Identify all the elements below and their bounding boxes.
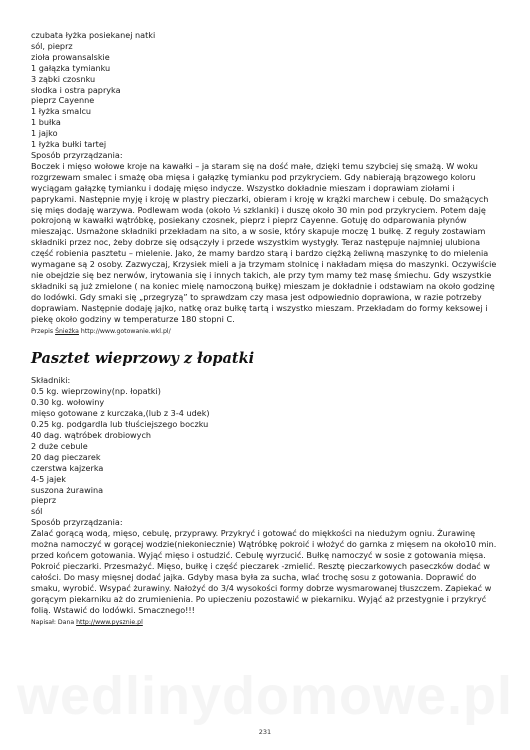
- ingredient-item: pieprz: [31, 495, 57, 506]
- ingredient-item: sól: [31, 506, 43, 517]
- ingredient-item: 1 jajko: [31, 128, 58, 139]
- ingredient-item: pieprz Cayenne: [31, 95, 95, 106]
- recipe2-source: [31, 618, 501, 627]
- ingredient-item: 3 ząbki czosnku: [31, 73, 96, 84]
- watermark: wedlinydomowe.pl: [16, 666, 514, 726]
- recipe2-method-text: Zalać gorącą wodą, mięso, cebulę, przyprawy. Przykryć i gotować do miękkości na niedużym ogniu. Żurawinę można namoczyć w gorącej wodzie(niekoniecznie) Wątróbkę pokroić i włożyć do garnka z mięsem na około10 min. przed końcem gotowania. Wyjąć mięso i ostudzić. Cebulę wyrzucić. Bułkę namoczyć w sosie z gotowania mięsa. Pokroić pieczarki. Przesmażyć. Mięso, bułkę i część pieczarek -zmielić. Resztę pieczarkowych paseczków dodać w całości. Do masy mięsnej dodać jajka. Gdyby masa była za sucha, wlać trochę sosu z gotowania. Doprawić do smaku, wyrobić. Wsypać żurawiny. Nałożyć do 3/4 wysokości formy dobrze wysmarowanej tłuszczem. Zapiekać w gorącym piekarniku aż do zrumienienia. Po upieczeniu pozostawić w piekarniku. Wyjąć aż przestygnie i przykryć folią. Wstawić do lodówki. Smacznego!!!: [31, 528, 497, 615]
- recipe1-source-author: Śnieżka: [55, 328, 79, 336]
- page-content: [31, 30, 501, 627]
- recipe2-method-label: Sposób przyrządzania:: [31, 517, 123, 528]
- recipe2-title: Pasztet wieprzowy z łopatki: [31, 350, 255, 368]
- recipe2-ingredients-label: Składniki:: [31, 375, 71, 386]
- ingredient-item: 20 dag pieczarek: [31, 451, 101, 462]
- ingredient-item: czerstwa kajzerka: [31, 462, 104, 473]
- ingredient-item: 4-5 jajek: [31, 473, 66, 484]
- ingredient-item: suszona żurawina: [31, 484, 104, 495]
- ingredient-item: zioła prowansalskie: [31, 51, 110, 62]
- recipe1-source-prefix: Przepis: [31, 328, 56, 336]
- ingredient-item: czubata łyżka posiekanej natki: [31, 30, 156, 40]
- recipe2-ingredient-list: [31, 386, 501, 517]
- ingredient-item: słodka i ostra papryka: [31, 84, 121, 95]
- ingredient-item: 40 dag. wątróbek drobiowych: [31, 430, 152, 440]
- recipe1-ingredient-list: [31, 30, 501, 150]
- recipe1-method-text: Boczek i mięso wołowe kroje na kawałki – ja staram się na dość małe, dzięki temu szybciej się smażą. W woku rozgrzewam smalec i smażę oba mięsa i gałązkę tymianku pod przykryciem. Gdy nabierają brązowego koloru wyciągam gałązkę tymianku i dodaję mięso indycze. Wszystko dokładnie mieszam i doprawiam ziołami i paprykami. Następnie myję i kroję w plastry pieczarki, obieram i kroję w krążki marchew i cebulę. Do smażących się mięs dodaję warzywa. Podlewam woda (około ½ szklanki) i duszę około 30 min pod przykryciem. Potem daję pokrojoną w kawałki wątróbkę, posiekany czosnek, pieprz i pieprz Cayenne. Gotuję do odparowania płynów mieszając. Usmażone składniki przekładam na sito, a w sosie, który skapuje moczę 1 bułkę. Z reguły zostawiam składniki przez noc, żeby dobrze się odsączyły i przede wszystkim wystygły. Teraz następuje najmniej ulubiona część robienia pasztetu – mielenie. Jako, że mamy bardzo starą i bardzo ciężką żeliwną maszynkę to do mielenia wymagane są 2 osoby. Zazwyczaj, Krzysiek mieli a ja trzymam stolnicę i nakładam mięsa do maszynki. Oczywiście nie obejdzie się bez nerwów, irytowania się i innych takich, ale przy tym mamy też masę śmiechu. Gdy wszystkie składniki są już zmielone ( na koniec mielę namoczoną bułkę) mieszam je dokładnie i odstawiam na około godzinę do lodówki. Gdy smaki się „przegryzą” to sprawdzam czy masa jest odpowiednio doprawiona, w razie potrzeby doprawiam. Następnie dodaję jajko, natkę oraz bułkę tartą i wszystko mieszam. Przekładam do formy keksowej i piekę około godziny w temperaturze 180 stopni C.: [31, 160, 497, 324]
- ingredient-item: 1 gałązka tymianku: [31, 62, 111, 73]
- page-number: 231: [258, 728, 272, 736]
- recipe2-source-link[interactable]: http://www.pysznie.pl: [76, 619, 143, 627]
- ingredient-item: sól, pieprz: [31, 40, 73, 51]
- ingredient-item: 2 duże cebule: [31, 440, 88, 451]
- ingredient-item: 1 łyżka bułki tartej: [31, 139, 107, 150]
- recipe1-source: [31, 327, 501, 336]
- ingredient-item: 0.25 kg. podgardla lub tłuściejszego boczku: [31, 419, 209, 430]
- ingredient-item: mięso gotowane z kurczaka,(lub z 3-4 udek): [31, 408, 210, 419]
- ingredient-item: 0.30 kg. wołowiny: [31, 397, 105, 408]
- recipe1-source-url: http://www.gotowanie.wkl.pl/: [78, 328, 171, 336]
- ingredient-item: 1 bułka: [31, 117, 61, 128]
- recipe1-method-label: Sposób przyrządzania:: [31, 149, 123, 160]
- ingredient-item: 1 łyżka smalcu: [31, 106, 92, 117]
- ingredient-item: 0.5 kg. wieprzowiny(np. łopatki): [31, 386, 161, 397]
- recipe2-source-prefix: Napisał: Dana: [31, 619, 77, 627]
